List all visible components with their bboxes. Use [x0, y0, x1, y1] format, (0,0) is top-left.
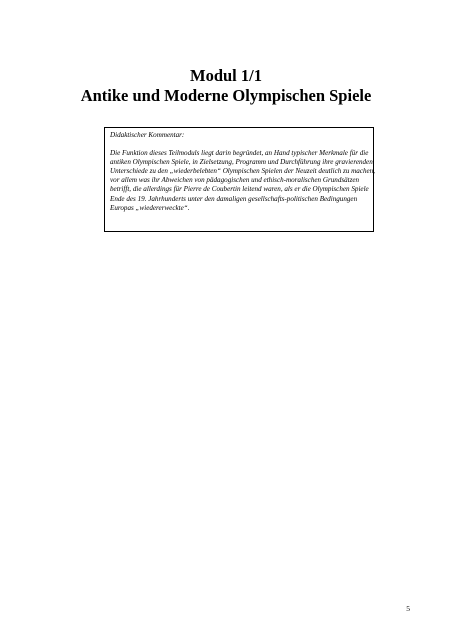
- comment-line: Die Funktion dieses Teilmoduls liegt darin begründet, an Hand typischer Merkmale für die: [110, 149, 369, 158]
- comment-line: betrifft, die allerdings für Pierre de Coubertin leitend waren, als er die Olympischen Spiele: [110, 185, 369, 194]
- didactic-comment-text: [110, 149, 375, 213]
- comment-line: vor allem was ihr Abweichen von pädagogischen und ethisch-moralischen Grundsätzen: [110, 176, 360, 185]
- module-number-title: Modul 1/1: [190, 66, 262, 85]
- comment-line: Unterschiede zu den „wiederbelebten“ Olympischen Spielen der Neuzeit deutlich zu machen,: [110, 167, 375, 176]
- didactic-comment-label: Didaktischer Kommentar:: [110, 131, 185, 139]
- didactic-comment-box: [104, 127, 374, 232]
- module-heading: [0, 66, 452, 106]
- module-topic-title: Antike und Moderne Olympischen Spiele: [80, 86, 372, 105]
- comment-line: antiken Olympischen Spiele, in Zielsetzung, Programm und Durchführung ihre gravierenden: [110, 158, 373, 167]
- page-number: 5: [406, 604, 410, 613]
- comment-line: Ende des 19. Jahrhunderts unter den damaligen gesellschafts-politischen Bedingungen: [110, 194, 358, 203]
- comment-line: Europas „wiedererweckte“.: [110, 203, 190, 212]
